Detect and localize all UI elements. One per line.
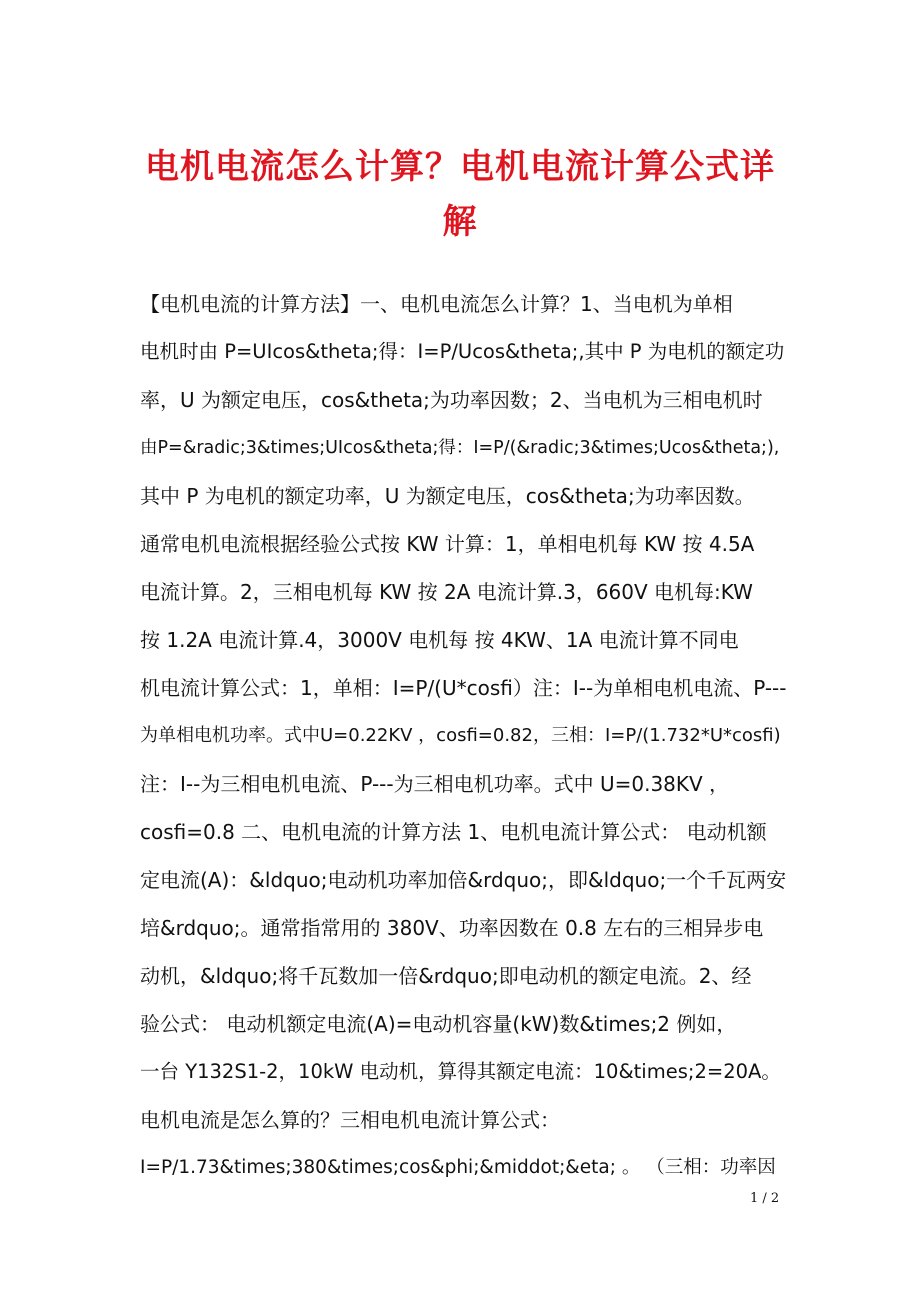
- title-line: 解: [442, 202, 478, 242]
- body-line: 机电流计算公式：1，单相：I=P/(U*cosfi）注：I--为单相电机电流、P---: [140, 676, 787, 700]
- body-line: 为单相电机功率。式中U=0.22KV ，cosfi=0.82，三相：I=P/(1.732*U*cosfi): [140, 725, 781, 746]
- body-line: 其中 P 为电机的额定功率，U 为额定电压，cos&theta;为功率因数。: [140, 484, 755, 508]
- title-line: 电机电流怎么计算？电机电流计算公式详: [145, 147, 775, 187]
- body-line: 按 1.2A 电流计算.4，3000V 电机每 按 4KW、1A 电流计算不同电: [140, 628, 739, 652]
- body-line: 电机电流是怎么算的？三相电机电流计算公式：: [140, 1108, 560, 1132]
- page-number: 1 / 2: [750, 1191, 780, 1206]
- body-line: 验公式： 电动机额定电流(A)=电动机容量(kW)数&times;2 例如，: [140, 1012, 737, 1036]
- body-line: 定电流(A)：&ldquo;电动机功率加倍&rdquo;，即&ldquo;一个千瓦两安: [140, 868, 787, 892]
- body-line: cosfi=0.8 二、电机电流的计算方法 1、电机电流计算公式： 电动机额: [140, 820, 767, 844]
- body-line: 一台 Y132S1-2，10kW 电动机，算得其额定电流：10&times;2=20A。: [140, 1060, 781, 1083]
- body-line: 培&rdquo;。通常指常用的 380V、功率因数在 0.8 左右的三相异步电: [140, 916, 764, 940]
- body-line: 注：I--为三相电机电流、P---为三相电机功率。式中 U=0.38KV ，: [140, 772, 730, 796]
- body-line: I=P/1.73&times;380&times;cos&phi;&middot;&eta; 。 （三相：功率因: [140, 1157, 776, 1178]
- body-line: 【电机电流的计算方法】一、电机电流怎么计算？1、当电机为单相: [140, 292, 733, 316]
- body-line: 电机时由 P=UIcos&theta;得：I=P/Ucos&theta;,其中 P 为电机的额定功: [140, 340, 785, 363]
- body-line: 率，U 为额定电压，cos&theta;为功率因数；2、当电机为三相电机时: [140, 388, 763, 412]
- body-line: 电流计算。2，三相电机每 KW 按 2A 电流计算.3，660V 电机每:KW: [140, 580, 753, 604]
- body-line: 由P=&radic;3&times;UIcos&theta;得：I=P/(&radic;3&times;Ucos&theta;),: [140, 438, 780, 458]
- document-body: [140, 284, 790, 1196]
- body-line: 通常电机电流根据经验公式按 KW 计算：1，单相电机每 KW 按 4.5A: [140, 532, 755, 556]
- body-line: 动机，&ldquo;将千瓦数加一倍&rdquo;即电动机的额定电流。2、经: [140, 964, 752, 988]
- document-title: [140, 140, 780, 250]
